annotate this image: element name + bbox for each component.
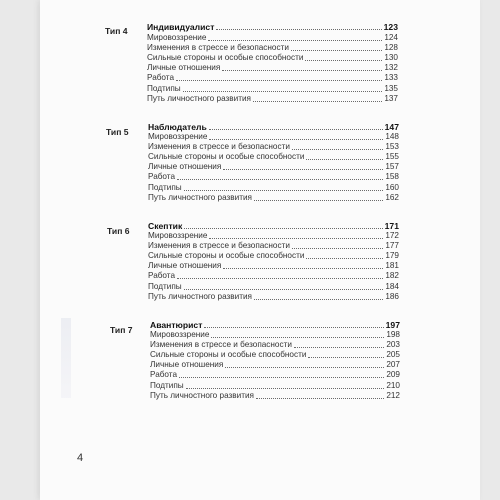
entry-label: Подтипы bbox=[150, 380, 184, 390]
dot-leader bbox=[184, 289, 383, 290]
section-page: 147 bbox=[384, 122, 399, 132]
entry-page: 162 bbox=[385, 192, 399, 202]
entry-label: Мировоззрение bbox=[148, 132, 208, 142]
section-page: 123 bbox=[383, 22, 398, 32]
entry-label: Изменения в стрессе и безопасности bbox=[150, 340, 292, 350]
entry-label: Путь личностного развития bbox=[147, 93, 251, 103]
entry-label: Сильные стороны и особые способности bbox=[147, 53, 304, 63]
toc-entry bbox=[147, 33, 398, 43]
dot-leader bbox=[209, 139, 383, 140]
entry-page: 135 bbox=[384, 83, 398, 93]
entry-page: 133 bbox=[384, 73, 398, 83]
toc-entry bbox=[148, 271, 399, 281]
entry-page: 132 bbox=[384, 63, 398, 73]
toc-entry bbox=[148, 152, 399, 162]
dot-leader bbox=[184, 228, 382, 229]
entry-label: Подтипы bbox=[147, 83, 181, 93]
dot-leader bbox=[306, 258, 383, 259]
dot-leader bbox=[176, 80, 382, 81]
entry-page: 181 bbox=[385, 261, 399, 271]
section-heading bbox=[148, 122, 399, 132]
entry-list bbox=[148, 132, 399, 203]
entry-label: Путь личностного развития bbox=[150, 390, 254, 400]
toc-entry bbox=[150, 370, 400, 380]
entry-page: 130 bbox=[384, 53, 398, 63]
toc-entry bbox=[148, 193, 399, 203]
entry-page: 184 bbox=[385, 281, 399, 291]
entry-page: 179 bbox=[385, 251, 399, 261]
entry-page: 212 bbox=[386, 390, 400, 400]
toc-entry bbox=[148, 142, 399, 152]
entry-label: Сильные стороны и особые способности bbox=[150, 350, 307, 360]
toc-entry bbox=[147, 53, 398, 63]
entry-label: Работа bbox=[150, 370, 178, 380]
entry-label: Работа bbox=[148, 172, 176, 182]
entry-label: Подтипы bbox=[148, 182, 182, 192]
entry-page: 210 bbox=[386, 380, 400, 390]
dot-leader bbox=[225, 367, 384, 368]
dot-leader bbox=[208, 40, 382, 41]
section-title: Наблюдатель bbox=[148, 122, 207, 132]
entry-label: Изменения в стрессе и безопасности bbox=[148, 142, 290, 152]
entry-page: 158 bbox=[385, 172, 399, 182]
entry-page: 203 bbox=[386, 340, 400, 350]
toc-entry bbox=[148, 132, 399, 142]
toc-entry bbox=[148, 251, 399, 261]
toc-entry bbox=[150, 350, 400, 360]
dot-leader bbox=[177, 179, 383, 180]
entry-page: 148 bbox=[385, 132, 399, 142]
section-page: 171 bbox=[384, 221, 399, 231]
toc-entry bbox=[148, 261, 399, 271]
toc-entry bbox=[147, 94, 398, 104]
entry-label: Личные отношения bbox=[150, 360, 224, 370]
dot-leader bbox=[254, 299, 383, 300]
entry-page: 186 bbox=[385, 291, 399, 301]
entry-label: Путь личностного развития bbox=[148, 192, 252, 202]
toc-entry bbox=[148, 231, 399, 241]
dot-leader bbox=[186, 388, 384, 389]
entry-label: Личные отношения bbox=[148, 261, 222, 271]
entry-page: 157 bbox=[385, 162, 399, 172]
section-heading bbox=[147, 22, 398, 32]
entry-page: 128 bbox=[384, 43, 398, 53]
dot-leader bbox=[306, 159, 383, 160]
entry-page: 153 bbox=[385, 142, 399, 152]
entry-label: Путь личностного развития bbox=[148, 291, 252, 301]
entry-page: 209 bbox=[386, 370, 400, 380]
entry-page: 205 bbox=[386, 350, 400, 360]
entry-label: Сильные стороны и особые способности bbox=[148, 251, 305, 261]
faint-stamp bbox=[61, 318, 71, 398]
toc-entry bbox=[148, 281, 399, 291]
page-number: 4 bbox=[77, 452, 84, 464]
entry-label: Изменения в стрессе и безопасности bbox=[148, 241, 290, 251]
entry-list bbox=[148, 231, 399, 302]
dot-leader bbox=[294, 347, 384, 348]
entry-label: Подтипы bbox=[148, 281, 182, 291]
toc-entry bbox=[147, 83, 398, 93]
section-heading bbox=[150, 320, 400, 330]
toc-entry bbox=[150, 330, 400, 340]
entry-label: Личные отношения bbox=[148, 162, 222, 172]
entry-page: 160 bbox=[385, 182, 399, 192]
toc-entry bbox=[150, 380, 400, 390]
dot-leader bbox=[179, 377, 384, 378]
entry-page: 137 bbox=[384, 93, 398, 103]
dot-leader bbox=[254, 200, 383, 201]
entry-label: Мировоззрение bbox=[148, 231, 208, 241]
dot-leader bbox=[308, 357, 384, 358]
dot-leader bbox=[216, 29, 381, 30]
toc-entry bbox=[150, 391, 400, 401]
entry-page: 177 bbox=[385, 241, 399, 251]
toc-entry bbox=[148, 292, 399, 302]
type-label: Тип 6 bbox=[107, 226, 130, 236]
dot-leader bbox=[292, 149, 383, 150]
entry-label: Мировоззрение bbox=[147, 33, 207, 43]
toc-entry bbox=[147, 43, 398, 53]
entry-page: 155 bbox=[385, 152, 399, 162]
dot-leader bbox=[291, 50, 382, 51]
dot-leader bbox=[184, 190, 383, 191]
toc-entry bbox=[150, 360, 400, 370]
entry-label: Мировоззрение bbox=[150, 330, 210, 340]
entry-label: Личные отношения bbox=[147, 63, 221, 73]
entry-label: Сильные стороны и особые способности bbox=[148, 152, 305, 162]
dot-leader bbox=[177, 278, 383, 279]
entry-label: Работа bbox=[147, 73, 175, 83]
entry-list bbox=[147, 33, 398, 104]
dot-leader bbox=[222, 70, 382, 71]
toc-entry bbox=[148, 182, 399, 192]
section-title: Скептик bbox=[148, 221, 183, 231]
type-label: Тип 5 bbox=[106, 127, 129, 137]
toc-entry bbox=[148, 162, 399, 172]
entry-page: 182 bbox=[385, 271, 399, 281]
entry-list bbox=[150, 330, 400, 401]
type-label: Тип 7 bbox=[110, 325, 133, 335]
section-title: Авантюрист bbox=[150, 320, 203, 330]
section-heading bbox=[148, 221, 399, 231]
dot-leader bbox=[305, 60, 382, 61]
dot-leader bbox=[209, 238, 383, 239]
toc-entry bbox=[148, 172, 399, 182]
type-label: Тип 4 bbox=[105, 26, 128, 36]
dot-leader bbox=[223, 169, 383, 170]
entry-label: Работа bbox=[148, 271, 176, 281]
dot-leader bbox=[256, 398, 384, 399]
entry-page: 207 bbox=[386, 360, 400, 370]
dot-leader bbox=[209, 129, 383, 130]
dot-leader bbox=[292, 248, 383, 249]
section-page: 197 bbox=[385, 320, 400, 330]
dot-leader bbox=[253, 101, 382, 102]
dot-leader bbox=[183, 91, 382, 92]
entry-page: 198 bbox=[386, 330, 400, 340]
dot-leader bbox=[211, 337, 384, 338]
section-title: Индивидуалист bbox=[147, 22, 215, 32]
toc-entry bbox=[147, 73, 398, 83]
toc-entry bbox=[147, 63, 398, 73]
dot-leader bbox=[204, 327, 383, 328]
toc-entry bbox=[148, 241, 399, 251]
toc-entry bbox=[150, 340, 400, 350]
dot-leader bbox=[223, 268, 383, 269]
entry-label: Изменения в стрессе и безопасности bbox=[147, 43, 289, 53]
entry-page: 124 bbox=[384, 33, 398, 43]
entry-page: 172 bbox=[385, 231, 399, 241]
